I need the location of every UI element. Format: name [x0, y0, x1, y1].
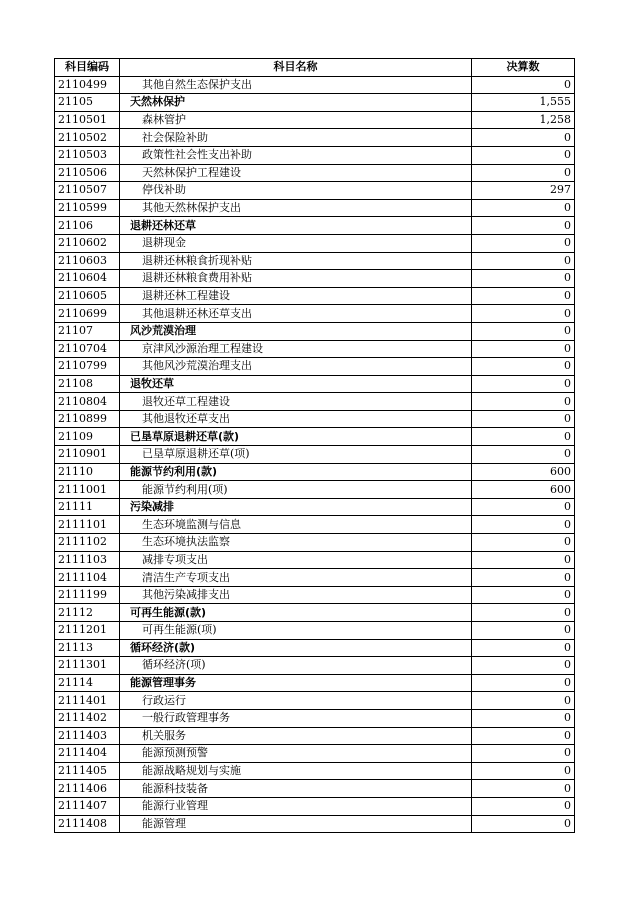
cell-amount: 1,258	[472, 111, 575, 129]
cell-amount: 0	[472, 428, 575, 446]
cell-name: 可再生能源(项)	[120, 622, 472, 640]
table-row	[55, 358, 575, 376]
cell-amount: 0	[472, 410, 575, 428]
table-row	[55, 481, 575, 499]
header-name: 科目名称	[120, 59, 472, 77]
cell-name: 其他风沙荒漠治理支出	[120, 358, 472, 376]
table-row	[55, 322, 575, 340]
cell-amount: 0	[472, 780, 575, 798]
cell-amount: 0	[472, 727, 575, 745]
cell-name: 退耕还林粮食费用补贴	[120, 270, 472, 288]
table-row	[55, 76, 575, 94]
table-row	[55, 463, 575, 481]
cell-code: 2111199	[55, 586, 120, 604]
cell-amount: 0	[472, 815, 575, 833]
cell-amount: 0	[472, 322, 575, 340]
cell-name: 机关服务	[120, 727, 472, 745]
cell-code: 21114	[55, 674, 120, 692]
cell-amount: 600	[472, 481, 575, 499]
table-row	[55, 270, 575, 288]
table-header-row	[55, 59, 575, 77]
cell-code: 21105	[55, 94, 120, 112]
cell-code: 21107	[55, 322, 120, 340]
cell-code: 2111402	[55, 709, 120, 727]
cell-name: 行政运行	[120, 692, 472, 710]
table-row	[55, 622, 575, 640]
cell-name: 能源战略规划与实施	[120, 762, 472, 780]
cell-code: 2110506	[55, 164, 120, 182]
cell-code: 2110507	[55, 182, 120, 200]
cell-amount: 0	[472, 252, 575, 270]
cell-name: 循环经济(项)	[120, 657, 472, 675]
table-row	[55, 674, 575, 692]
cell-amount: 0	[472, 569, 575, 587]
cell-code: 21110	[55, 463, 120, 481]
cell-amount: 0	[472, 709, 575, 727]
table-row	[55, 446, 575, 464]
cell-code: 2110605	[55, 287, 120, 305]
table-row	[55, 551, 575, 569]
cell-code: 2111102	[55, 534, 120, 552]
cell-amount: 0	[472, 305, 575, 323]
cell-amount: 0	[472, 234, 575, 252]
cell-amount: 0	[472, 639, 575, 657]
cell-code: 2111404	[55, 745, 120, 763]
cell-name: 循环经济(款)	[120, 639, 472, 657]
cell-amount: 0	[472, 393, 575, 411]
table-row	[55, 709, 575, 727]
cell-code: 21112	[55, 604, 120, 622]
table-row	[55, 428, 575, 446]
cell-code: 2110599	[55, 199, 120, 217]
table-row	[55, 498, 575, 516]
table-row	[55, 692, 575, 710]
cell-code: 2110603	[55, 252, 120, 270]
header-amount: 决算数	[472, 59, 575, 77]
cell-amount: 600	[472, 463, 575, 481]
table-row	[55, 815, 575, 833]
cell-amount: 0	[472, 534, 575, 552]
cell-code: 2110602	[55, 234, 120, 252]
cell-name: 天然林保护工程建设	[120, 164, 472, 182]
cell-name: 退牧还草	[120, 375, 472, 393]
table-row	[55, 393, 575, 411]
cell-code: 2110901	[55, 446, 120, 464]
table-row	[55, 129, 575, 147]
cell-name: 可再生能源(款)	[120, 604, 472, 622]
cell-amount: 297	[472, 182, 575, 200]
cell-code: 21108	[55, 375, 120, 393]
cell-amount: 0	[472, 674, 575, 692]
cell-name: 能源节约利用(款)	[120, 463, 472, 481]
table-row	[55, 762, 575, 780]
cell-name: 能源科技装备	[120, 780, 472, 798]
cell-name: 退牧还草工程建设	[120, 393, 472, 411]
header-code: 科目编码	[55, 59, 120, 77]
table-row	[55, 94, 575, 112]
cell-amount: 0	[472, 797, 575, 815]
cell-amount: 0	[472, 375, 575, 393]
cell-code: 2110501	[55, 111, 120, 129]
table-row	[55, 164, 575, 182]
cell-name: 已垦草原退耕还草(款)	[120, 428, 472, 446]
table-row	[55, 234, 575, 252]
cell-name: 退耕还林工程建设	[120, 287, 472, 305]
cell-amount: 0	[472, 551, 575, 569]
cell-amount: 0	[472, 446, 575, 464]
cell-amount: 0	[472, 358, 575, 376]
table-row	[55, 639, 575, 657]
cell-name: 退耕还林粮食折现补贴	[120, 252, 472, 270]
table-row	[55, 340, 575, 358]
cell-amount: 0	[472, 287, 575, 305]
cell-code: 2110704	[55, 340, 120, 358]
cell-code: 2110502	[55, 129, 120, 147]
budget-table-container	[54, 58, 575, 833]
cell-code: 2110899	[55, 410, 120, 428]
table-row	[55, 516, 575, 534]
cell-amount: 0	[472, 164, 575, 182]
cell-name: 能源预测预警	[120, 745, 472, 763]
table-row	[55, 586, 575, 604]
table-row	[55, 199, 575, 217]
table-row	[55, 111, 575, 129]
cell-name: 生态环境执法监察	[120, 534, 472, 552]
cell-name: 政策性社会性支出补助	[120, 146, 472, 164]
cell-name: 其他退牧还草支出	[120, 410, 472, 428]
cell-name: 森林管护	[120, 111, 472, 129]
cell-name: 能源节约利用(项)	[120, 481, 472, 499]
cell-code: 2111103	[55, 551, 120, 569]
table-row	[55, 217, 575, 235]
cell-code: 2111407	[55, 797, 120, 815]
cell-amount: 0	[472, 604, 575, 622]
cell-name: 停伐补助	[120, 182, 472, 200]
cell-code: 2111405	[55, 762, 120, 780]
cell-amount: 0	[472, 217, 575, 235]
table-row	[55, 604, 575, 622]
cell-amount: 0	[472, 516, 575, 534]
cell-amount: 0	[472, 622, 575, 640]
cell-code: 2110499	[55, 76, 120, 94]
cell-code: 2111101	[55, 516, 120, 534]
cell-code: 21109	[55, 428, 120, 446]
cell-code: 2111406	[55, 780, 120, 798]
cell-amount: 0	[472, 657, 575, 675]
cell-name: 清洁生产专项支出	[120, 569, 472, 587]
cell-amount: 0	[472, 76, 575, 94]
cell-code: 2111201	[55, 622, 120, 640]
table-body	[55, 76, 575, 833]
cell-name: 污染减排	[120, 498, 472, 516]
cell-amount: 0	[472, 340, 575, 358]
table-row	[55, 657, 575, 675]
cell-amount: 0	[472, 498, 575, 516]
cell-name: 风沙荒漠治理	[120, 322, 472, 340]
cell-name: 其他天然林保护支出	[120, 199, 472, 217]
cell-code: 2110699	[55, 305, 120, 323]
cell-amount: 0	[472, 270, 575, 288]
budget-table	[54, 58, 575, 833]
table-row	[55, 305, 575, 323]
cell-name: 减排专项支出	[120, 551, 472, 569]
table-row	[55, 146, 575, 164]
cell-name: 能源管理	[120, 815, 472, 833]
table-row	[55, 797, 575, 815]
cell-name: 其他退耕还林还草支出	[120, 305, 472, 323]
cell-code: 2110799	[55, 358, 120, 376]
cell-code: 2111403	[55, 727, 120, 745]
cell-amount: 0	[472, 146, 575, 164]
cell-code: 2111104	[55, 569, 120, 587]
cell-name: 退耕还林还草	[120, 217, 472, 235]
table-row	[55, 780, 575, 798]
table-row	[55, 534, 575, 552]
table-row	[55, 745, 575, 763]
cell-amount: 1,555	[472, 94, 575, 112]
cell-code: 2110604	[55, 270, 120, 288]
table-row	[55, 375, 575, 393]
cell-amount: 0	[472, 745, 575, 763]
cell-amount: 0	[472, 129, 575, 147]
cell-amount: 0	[472, 762, 575, 780]
cell-amount: 0	[472, 199, 575, 217]
cell-name: 已垦草原退耕还草(项)	[120, 446, 472, 464]
cell-code: 2111408	[55, 815, 120, 833]
cell-name: 生态环境监测与信息	[120, 516, 472, 534]
cell-code: 2111001	[55, 481, 120, 499]
cell-name: 社会保险补助	[120, 129, 472, 147]
cell-code: 21113	[55, 639, 120, 657]
cell-name: 退耕现金	[120, 234, 472, 252]
cell-code: 21106	[55, 217, 120, 235]
table-row	[55, 287, 575, 305]
cell-name: 能源管理事务	[120, 674, 472, 692]
cell-name: 其他自然生态保护支出	[120, 76, 472, 94]
cell-code: 2110503	[55, 146, 120, 164]
cell-name: 其他污染减排支出	[120, 586, 472, 604]
table-row	[55, 569, 575, 587]
cell-amount: 0	[472, 692, 575, 710]
cell-code: 2110804	[55, 393, 120, 411]
cell-amount: 0	[472, 586, 575, 604]
cell-code: 2111401	[55, 692, 120, 710]
table-row	[55, 252, 575, 270]
cell-name: 天然林保护	[120, 94, 472, 112]
cell-name: 一般行政管理事务	[120, 709, 472, 727]
cell-code: 21111	[55, 498, 120, 516]
table-row	[55, 410, 575, 428]
table-row	[55, 727, 575, 745]
table-row	[55, 182, 575, 200]
cell-name: 京津风沙源治理工程建设	[120, 340, 472, 358]
cell-name: 能源行业管理	[120, 797, 472, 815]
cell-code: 2111301	[55, 657, 120, 675]
